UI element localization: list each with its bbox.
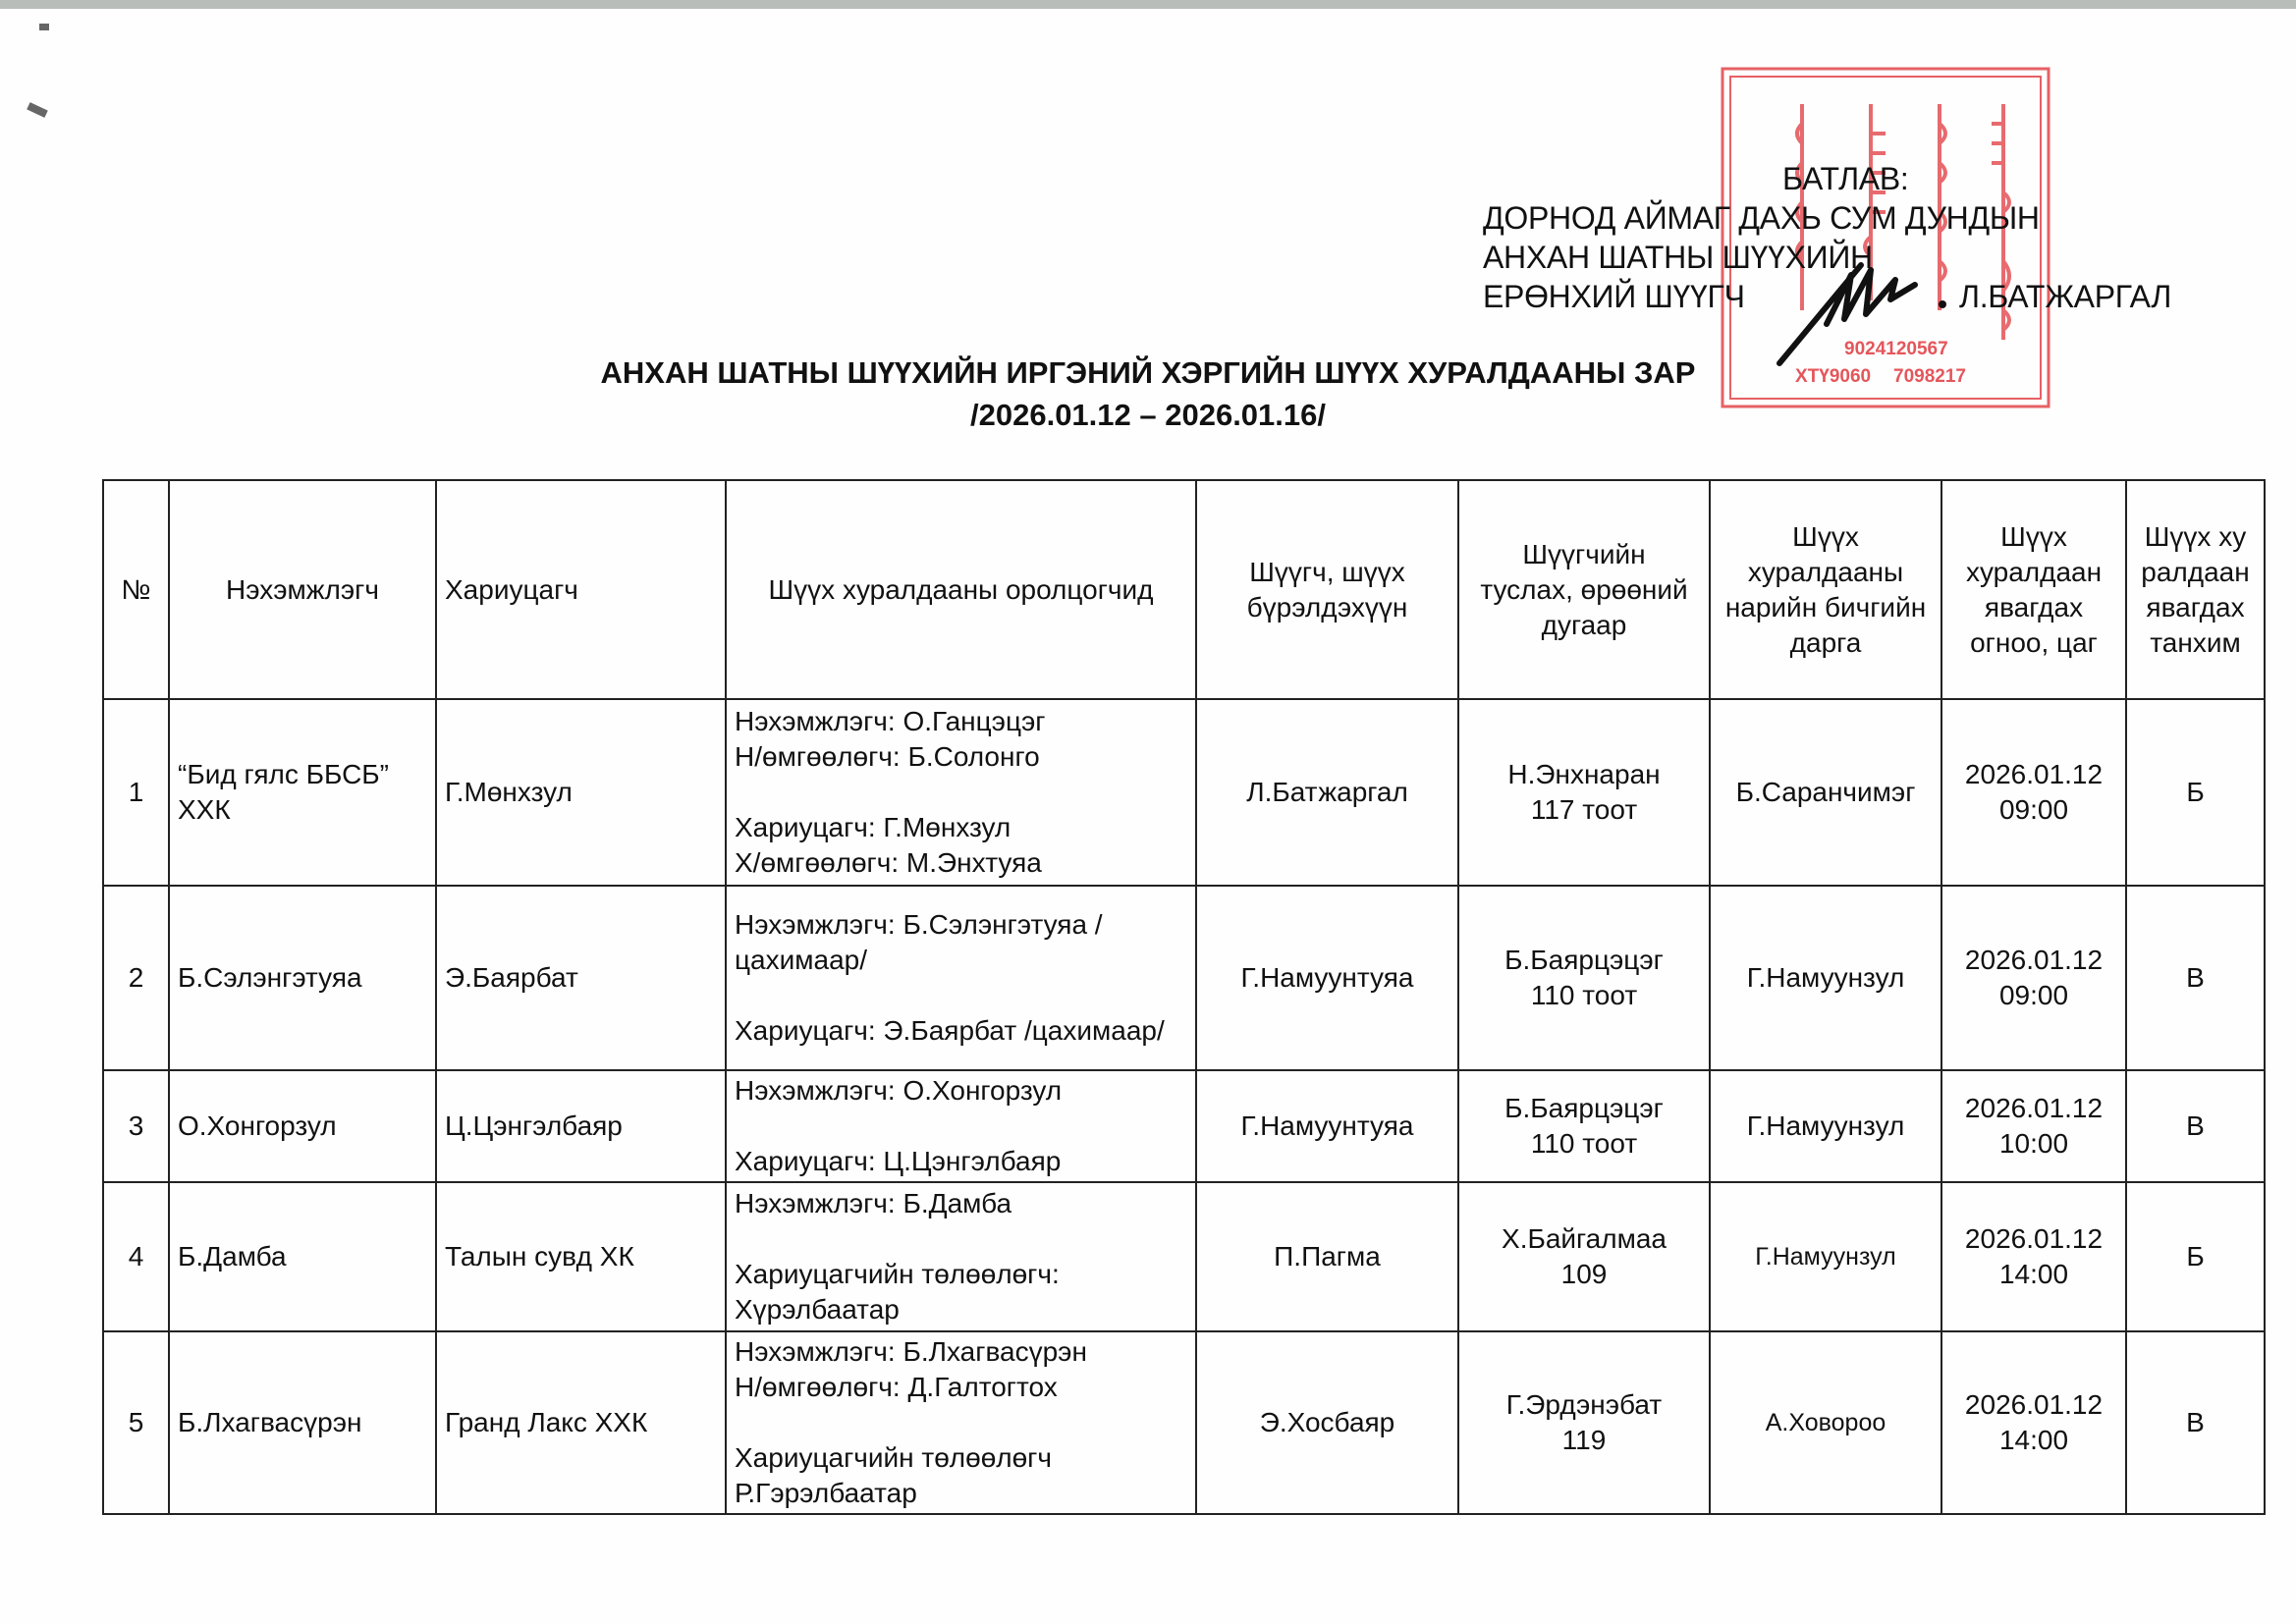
room-number: 119 bbox=[1561, 1425, 1607, 1455]
cell-hall: В bbox=[2126, 1331, 2265, 1514]
cell-secretary: Б.Саранчимэг bbox=[1710, 699, 1941, 886]
signature bbox=[1768, 245, 1964, 373]
cell-hall: В bbox=[2126, 1070, 2265, 1182]
header-secretary: Шүүх хуралдааны нарийн бичгийн дарга bbox=[1710, 480, 1941, 699]
cell-datetime bbox=[1941, 886, 2126, 1070]
header-plaintiff: Нэхэмжлэгч bbox=[169, 480, 436, 699]
cell-participants bbox=[726, 1070, 1196, 1182]
cell-plaintiff: Б.Дамба bbox=[169, 1182, 436, 1331]
cell-participants bbox=[726, 699, 1196, 886]
cell-defendant: Ц.Цэнгэлбаяр bbox=[436, 1070, 726, 1182]
cell-assistant bbox=[1458, 699, 1710, 886]
scan-speck bbox=[39, 24, 49, 30]
scan-edge bbox=[0, 0, 2296, 9]
hearing-date: 2026.01.12 bbox=[1964, 1223, 2104, 1254]
table-row bbox=[103, 1182, 2265, 1331]
stamp-number-1: 9024120567 bbox=[1844, 339, 1948, 359]
cell-no: 3 bbox=[103, 1070, 169, 1182]
assistant-name: Х.Байгалмаа bbox=[1502, 1223, 1667, 1254]
hearing-date: 2026.01.12 bbox=[1964, 945, 2104, 975]
approval-label: БАТЛАВ: bbox=[1782, 161, 1909, 196]
cell-hall: В bbox=[2126, 886, 2265, 1070]
header-defendant: Хариуцагч bbox=[436, 480, 726, 699]
participant-line: Нэхэмжлэгч: О.Ганцэцэг bbox=[735, 706, 1046, 736]
cell-judge: Г.Намуунтуяа bbox=[1196, 1070, 1458, 1182]
cell-judge: Э.Хосбаяр bbox=[1196, 1331, 1458, 1514]
cell-hall: Б bbox=[2126, 1182, 2265, 1331]
cell-no: 4 bbox=[103, 1182, 169, 1331]
participant-line: Хариуцагчийн төлөөлөгч Р.Гэрэлбаатар bbox=[735, 1442, 1052, 1508]
cell-plaintiff: Б.Сэлэнгэтуяа bbox=[169, 886, 436, 1070]
participant-line: Нэхэмжлэгч: Б.Лхагвасүрэн bbox=[735, 1336, 1087, 1367]
table-row bbox=[103, 699, 2265, 886]
table-header-row bbox=[103, 480, 2265, 699]
header-assistant: Шүүгчийн туслах, өрөөний дугаар bbox=[1458, 480, 1710, 699]
cell-defendant: Г.Мөнхзул bbox=[436, 699, 726, 886]
approval-name: Л.БАТЖАРГАЛ bbox=[1959, 279, 2172, 314]
hearing-time: 14:00 bbox=[1998, 1425, 2069, 1455]
cell-secretary: Г.Намуунзул bbox=[1710, 886, 1941, 1070]
hearing-schedule-table bbox=[102, 479, 2266, 1515]
approval-line-2: АНХАН ШАТНЫ ШҮҮХИЙН bbox=[1483, 240, 1873, 275]
table-row bbox=[103, 1331, 2265, 1514]
room-number: 109 bbox=[1560, 1259, 1608, 1289]
table-row bbox=[103, 1070, 2265, 1182]
stamp-number-2: ХТҮ9060 bbox=[1795, 366, 1872, 387]
cell-plaintiff: О.Хонгорзул bbox=[169, 1070, 436, 1182]
hearing-date: 2026.01.12 bbox=[1964, 1093, 2104, 1123]
participant-line: Нэхэмжлэгч: Б.Сэлэнгэтуяа /цахимаар/ bbox=[735, 909, 1103, 975]
cell-assistant bbox=[1458, 1331, 1710, 1514]
cell-secretary: Г.Намуунзул bbox=[1710, 1182, 1941, 1331]
approval-line-3: ЕРӨНХИЙ ШҮҮГЧ bbox=[1483, 279, 1745, 314]
participant-line: Н/өмгөөлөгч: Б.Солонго bbox=[735, 741, 1040, 772]
header-participants: Шүүх хуралдааны оролцогчид bbox=[726, 480, 1196, 699]
cell-assistant bbox=[1458, 1070, 1710, 1182]
table-row bbox=[103, 886, 2265, 1070]
header-datetime: Шүүх хуралдаан явагдах огноо, цаг bbox=[1941, 480, 2126, 699]
hearing-time: 10:00 bbox=[1998, 1128, 2069, 1159]
cell-no: 1 bbox=[103, 699, 169, 886]
participant-line: Х/өмгөөлөгч: М.Энхтуяа bbox=[735, 847, 1042, 878]
cell-datetime bbox=[1941, 699, 2126, 886]
assistant-name: Б.Баярцэцэг bbox=[1504, 1093, 1664, 1123]
cell-participants bbox=[726, 1182, 1196, 1331]
participant-line: Хариуцагч: Э.Баярбат /цахимаар/ bbox=[735, 1015, 1165, 1046]
cell-secretary: Г.Намуунзул bbox=[1710, 1070, 1941, 1182]
cell-defendant: Талын сувд ХК bbox=[436, 1182, 726, 1331]
hearing-time: 09:00 bbox=[1998, 980, 2069, 1010]
header-no: № bbox=[103, 480, 169, 699]
cell-participants bbox=[726, 1331, 1196, 1514]
cell-judge: Л.Батжаргал bbox=[1196, 699, 1458, 886]
scan-speck bbox=[27, 102, 48, 118]
stamp-number-3: 7098217 bbox=[1893, 366, 1966, 387]
page-period: /2026.01.12 – 2026.01.16/ bbox=[970, 398, 1326, 432]
cell-hall: Б bbox=[2126, 699, 2265, 886]
participant-line: Нэхэмжлэгч: Б.Дамба bbox=[735, 1188, 1012, 1218]
header-judge: Шүүгч, шүүх бүрэлдэхүүн bbox=[1196, 480, 1458, 699]
assistant-name: Б.Баярцэцэг bbox=[1504, 945, 1664, 975]
room-number: 110 тоот bbox=[1530, 980, 1638, 1010]
cell-datetime bbox=[1941, 1070, 2126, 1182]
cell-judge: П.Пагма bbox=[1196, 1182, 1458, 1331]
cell-assistant bbox=[1458, 886, 1710, 1070]
cell-secretary: А.Ховороо bbox=[1710, 1331, 1941, 1514]
cell-plaintiff: Б.Лхагвасүрэн bbox=[169, 1331, 436, 1514]
participant-line: Хариуцагч: Ц.Цэнгэлбаяр bbox=[735, 1146, 1062, 1176]
participant-line: Хариуцагч: Г.Мөнхзул bbox=[735, 812, 1011, 842]
assistant-name: Н.Энхнаран bbox=[1507, 759, 1661, 789]
hearing-date: 2026.01.12 bbox=[1964, 759, 2104, 789]
approval-line-1: ДОРНОД АЙМАГ ДАХЬ СУМ ДУНДЫН bbox=[1483, 200, 2040, 236]
hearing-time: 09:00 bbox=[1998, 794, 2069, 825]
room-number: 117 тоот bbox=[1530, 794, 1638, 825]
participant-line: Н/өмгөөлөгч: Д.Галтогтох bbox=[735, 1372, 1058, 1402]
cell-datetime bbox=[1941, 1331, 2126, 1514]
cell-participants bbox=[726, 886, 1196, 1070]
cell-assistant bbox=[1458, 1182, 1710, 1331]
page-title: АНХАН ШАТНЫ ШҮҮХИЙН ИРГЭНИЙ ХЭРГИЙН ШҮҮХ ХУРАЛДААНЫ ЗАР bbox=[600, 355, 1696, 390]
assistant-name: Г.Эрдэнэбат bbox=[1505, 1389, 1663, 1420]
participant-line: Хариуцагчийн төлөөлөгч: Хүрэлбаатар bbox=[735, 1259, 1060, 1325]
cell-plaintiff: “Бид гялс ББСБ” ХХК bbox=[169, 699, 436, 886]
hearing-date: 2026.01.12 bbox=[1964, 1389, 2104, 1420]
cell-defendant: Э.Баярбат bbox=[436, 886, 726, 1070]
room-number: 110 тоот bbox=[1530, 1128, 1638, 1159]
cell-judge: Г.Намуунтуяа bbox=[1196, 886, 1458, 1070]
hearing-time: 14:00 bbox=[1998, 1259, 2069, 1289]
cell-defendant: Гранд Лакс ХХК bbox=[436, 1331, 726, 1514]
cell-datetime bbox=[1941, 1182, 2126, 1331]
participant-line: Нэхэмжлэгч: О.Хонгорзул bbox=[735, 1075, 1063, 1106]
cell-no: 2 bbox=[103, 886, 169, 1070]
header-hall: Шүүх хуралдаан явагдах танхим bbox=[2126, 480, 2265, 699]
cell-no: 5 bbox=[103, 1331, 169, 1514]
